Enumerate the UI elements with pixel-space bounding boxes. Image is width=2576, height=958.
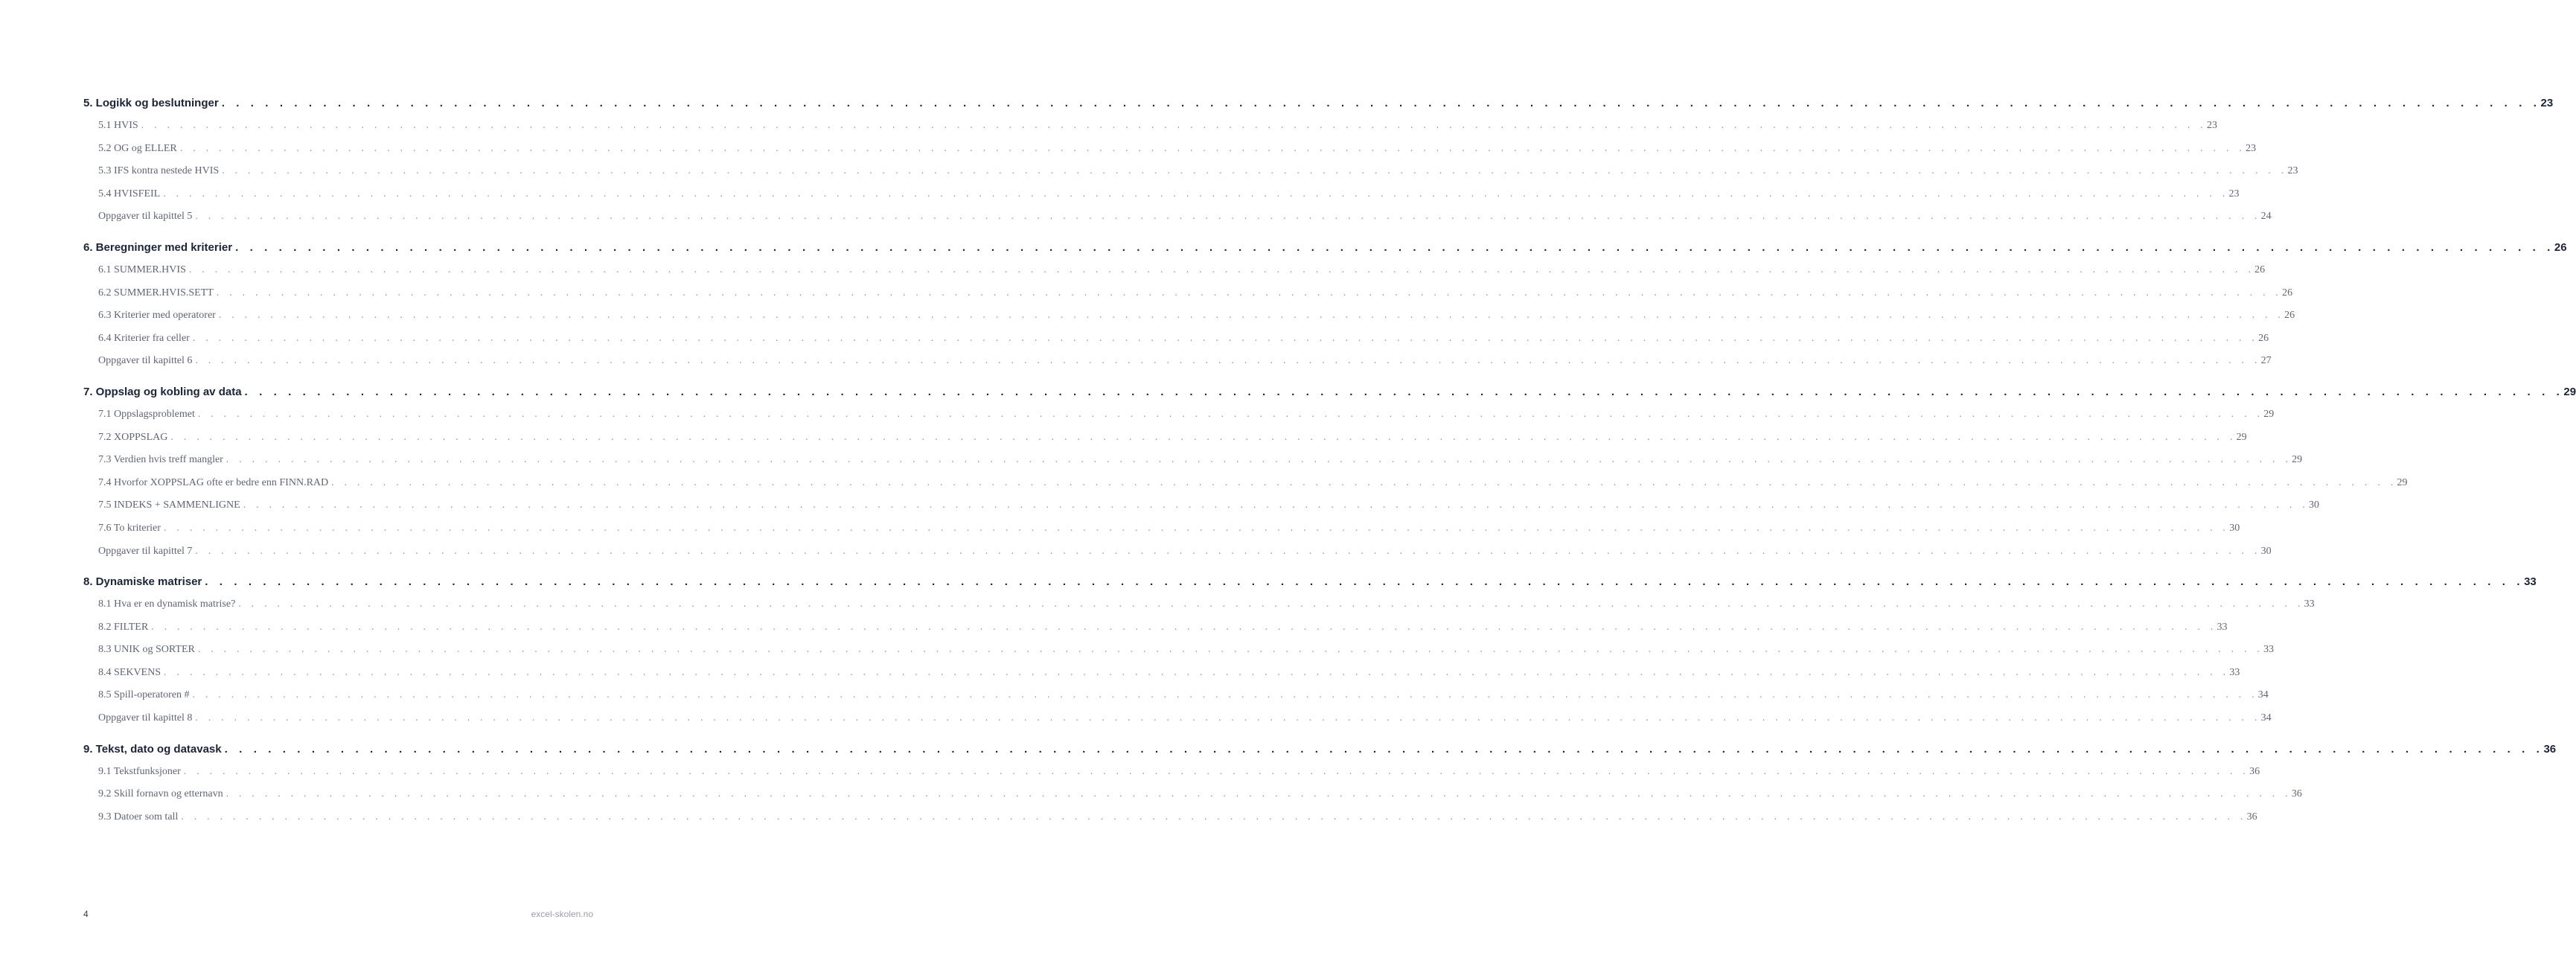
toc-chapter-entry[interactable] bbox=[83, 571, 2537, 593]
toc-section-entry-page: 27 bbox=[2260, 355, 2272, 367]
toc-section-entry-title: 9.2 Skill fornavn og etternavn bbox=[98, 788, 223, 800]
dot-leader: . . . . . . . . . . . . . . . . . . . . . . . . . . . . . . . . . . . . . . . . . . . . . . . . . . . . . . . . . . . . . . . . . . . . . . . . . . . . . . . . . . . . . . . . . . . . . . . . . . . . . . . . . . . . . . . . . . . . . . . . . . . . . . . . . . . . . . . . . . . . . . . . . . . . . . . . . . . . . . . . bbox=[195, 712, 2261, 724]
toc-section-entry-title: 7.2 XOPPSLAG bbox=[98, 431, 168, 443]
toc-section-entry-page: 34 bbox=[2260, 712, 2272, 724]
table-of-contents bbox=[83, 92, 2576, 837]
toc-section-entry[interactable] bbox=[83, 616, 2228, 639]
toc-body bbox=[83, 92, 2576, 828]
toc-chapter bbox=[83, 237, 2567, 373]
toc-section-entry[interactable] bbox=[83, 427, 2247, 450]
toc-section-entry[interactable] bbox=[83, 403, 2275, 427]
toc-chapter-entry[interactable] bbox=[83, 381, 2576, 403]
toc-section-entry[interactable] bbox=[83, 593, 2315, 616]
toc-section-entry-title: 6.3 Kriterier med operatorer bbox=[98, 310, 216, 322]
toc-chapter bbox=[83, 571, 2537, 730]
toc-section-entry-title: 7.4 Hvorfor XOPPSLAG ofte er bedre enn FINN.RAD bbox=[98, 476, 329, 488]
toc-section-entry[interactable] bbox=[83, 350, 2272, 373]
toc-section-entry-page: 29 bbox=[2397, 476, 2408, 488]
toc-chapter-entry-page: 26 bbox=[2554, 240, 2567, 254]
dot-leader: . . . . . . . . . . . . . . . . . . . . . . . . . . . . . . . . . . . . . . . . . . . . . . . . . . . . . . . . . . . . . . . . . . . . . . . . . . . . . . . . . . . . . . . . . . . . . . . . . . . . . . . . . . . . . . . . . . . . . . . . . . . . . . . . . . . . . . . . . . . . . . . . . . . . . . . . . . . . . . . . bbox=[188, 264, 2255, 275]
footer-page-number: 4 bbox=[83, 909, 89, 919]
dot-leader: . . . . . . . . . . . . . . . . . . . . . . . . . . . . . . . . . . . . . . . . . . . . . . . . . . . . . . . . . . . . . . . . . . . . . . . . . . . . . . . . . . . . . . . . . . . . . . . . . . . . . . . . . . . . . . . . . . . . . . . . . . . . . . . . . . . . . . . . . . . . . . . . . . . . . . . . . . . . . . . . bbox=[331, 476, 2397, 488]
toc-section-entry-page: 26 bbox=[2284, 310, 2295, 322]
toc-chapter bbox=[83, 738, 2557, 829]
toc-section-entry-title: 5.3 IFS kontra nestede HVIS bbox=[98, 165, 220, 177]
toc-section-entry-page: 33 bbox=[2229, 666, 2240, 678]
toc-section-entry-title: Oppgaver til kapittel 7 bbox=[98, 545, 193, 557]
toc-section-entry-title: 5.2 OG og ELLER bbox=[98, 142, 177, 154]
toc-section-entry[interactable] bbox=[83, 761, 2260, 784]
toc-section-entry-page: 29 bbox=[2292, 454, 2303, 466]
toc-section-entry-title: 5.4 HVISFEIL bbox=[98, 188, 161, 199]
toc-section-entry[interactable] bbox=[83, 517, 2240, 540]
toc-section-entry-page: 30 bbox=[2260, 545, 2272, 557]
toc-section-entry[interactable] bbox=[83, 115, 2217, 138]
toc-section-entry-title: 8.2 FILTER bbox=[98, 621, 149, 633]
toc-chapter-entry-title: 7. Oppslag og kobling av data bbox=[83, 385, 242, 398]
toc-section-entry-page: 36 bbox=[2291, 788, 2302, 800]
dot-leader: . . . . . . . . . . . . . . . . . . . . . . . . . . . . . . . . . . . . . . . . . . . . . . . . . . . . . . . . . . . . . . . . . . . . . . . . . . . . . . . . . . . . . . . . . . . . . . . . . . . . . . . . . . . . . . . . . . . . . . . . . . . . . . . . . . . . . . . . . . . . . . . . . . . . . . . . . . . . . . . . bbox=[195, 545, 2261, 557]
dot-leader: . . . . . . . . . . . . . . . . . . . . . . . . . . . . . . . . . . . . . . . . . . . . . . . . . . . . . . . . . . . . . . . . . . . . . . . . . . . . . . . . . . . . . . . . . . . . . . . . . . . . . . . . . . . . . . . . . . . . . . . . . . . . . . . . . . . . . . . . . . . . . . . . . . . . . . . . . . . . . . . . bbox=[181, 811, 2247, 823]
dot-leader: . . . . . . . . . . . . . . . . . . . . . . . . . . . . . . . . . . . . . . . . . . . . . . . . . . . . . . . . . . . . . . . . . . . . . . . . . . . . . . . . . . . . . . . . . . . . . . . . . . . . . . . . . . . . . . . . . . . . . . . . . . . . . . . . . . . . . . . . . . . . . . . . . . . . . . . . . . . . . . . . bbox=[226, 788, 2292, 800]
dot-leader: . . . . . . . . . . . . . . . . . . . . . . . . . . . . . . . . . . . . . . . . . . . . . . . . . . . . . . . . . . . . . . . . . . . . . . . . . . . . . . . . . . . . . . . . . . . . . . . . . . . . . . . . . . . . . . . . . . . . . . . . . . . . . . . . . . . . . . . . . . . . . . . . . . . . . . . . . . . . . . . . bbox=[179, 142, 2246, 154]
toc-section-entry-title: Oppgaver til kapittel 6 bbox=[98, 355, 193, 367]
toc-chapter-entry-page: 36 bbox=[2543, 742, 2557, 756]
toc-section-entry-title: 7.1 Oppslagsproblemet bbox=[98, 408, 195, 420]
toc-section-entry[interactable] bbox=[83, 138, 2257, 161]
toc-chapter-entry-page: 33 bbox=[2524, 575, 2537, 589]
toc-section-entry-title: 7.6 To kriterier bbox=[98, 522, 161, 534]
toc-section-entry-page: 33 bbox=[2263, 644, 2275, 656]
dot-leader: . . . . . . . . . . . . . . . . . . . . . . . . . . . . . . . . . . . . . . . . . . . . . . . . . . . . . . . . . . . . . . . . . . . . . . . . . . . . . . . . . . . . . . . . . . . . . . . . . . . . . . . . . . . . . . . . . . . . . . . . . . . . . . . . . . . . . . . . . . . . . . . . . . . . . . . . . . . . . . . . bbox=[226, 454, 2292, 466]
toc-section-entry-title: 8.3 UNIK og SORTER bbox=[98, 644, 195, 656]
toc-section-entry-title: 8.1 Hva er en dynamisk matrise? bbox=[98, 598, 236, 610]
toc-chapter-entry[interactable] bbox=[83, 237, 2567, 259]
toc-chapter bbox=[83, 92, 2554, 229]
dot-leader: . . . . . . . . . . . . . . . . . . . . . . . . . . . . . . . . . . . . . . . . . . . . . . . . . . . . . . . . . . . . . . . . . . . . . . . . . . . . . . . . . . . . . . . . . . . . . . . . . . . . . . . . . . . . . . . . . . . . . . . . . . . . . . . . . . . . . . . . . . . . . . . . . . . . . . . . . . . . . . . . bbox=[222, 165, 2288, 177]
toc-section-entry[interactable] bbox=[83, 639, 2275, 662]
toc-section-entry-title: 9.1 Tekstfunksjoner bbox=[98, 765, 181, 777]
toc-section-entry[interactable] bbox=[83, 494, 2319, 517]
toc-section-entry-page: 34 bbox=[2257, 689, 2269, 701]
toc-chapter-entry-page: 23 bbox=[2540, 97, 2554, 109]
toc-section-entry-page: 30 bbox=[2229, 522, 2240, 534]
toc-section-entry-title: 8.5 Spill-operatoren # bbox=[98, 689, 190, 701]
dot-leader: . . . . . . . . . . . . . . . . . . . . . . . . . . . . . . . . . . . . . . . . . . . . . . . . . . . . . . . . . . . . . . . . . . . . . . . . . . . . . . . . . . . . . . . . . . . . . . . . . . . . . . . . . . . . . . . . . . . . . . . . . . . . . . . . . . . . . . . . . . . . . . . . . . . . . . . . . . . . . . . . bbox=[141, 120, 2207, 131]
toc-section-entry-page: 26 bbox=[2258, 332, 2269, 344]
toc-section-entry[interactable] bbox=[83, 304, 2295, 328]
dot-leader: . . . . . . . . . . . . . . . . . . . . . . . . . . . . . . . . . . . . . . . . . . . . . . . . . . . . . . . . . . . . . . . . . . . . . . . . . . . . . . . . . . . . . . . . . . . . . . . . . . . . . . . . . . . . . . . . . . . . . . . . . . . . . . . . . . . . . . . . . . . . . . . . . . . . . . . . . . . . . . . . bbox=[151, 621, 2217, 633]
dot-leader: . . . . . . . . . . . . . . . . . . . . . . . . . . . . . . . . . . . . . . . . . . . . . . . . . . . . . . . . . . . . . . . . . . . . . . . . . . . . . . . . . . . . . . . . . . . . . . . . . . . . . . . . . . . . . . . . . . . . . . . . . . . . . . . . . . . . . . . . . . . . . . . . . . . . . . . . . . . . . . . . bbox=[192, 332, 2259, 344]
toc-section-entry[interactable] bbox=[83, 205, 2272, 229]
toc-section-entry-page: 23 bbox=[2287, 165, 2298, 177]
toc-section-entry-page: 24 bbox=[2260, 211, 2272, 223]
footer-site: excel-skolen.no bbox=[531, 909, 593, 919]
toc-section-entry[interactable] bbox=[83, 328, 2269, 351]
dot-leader: . . . . . . . . . . . . . . . . . . . . . . . . . . . . . . . . . . . . . . . . . . . . . . . . . . . . . . . . . . . . . . . . . . . . . . . . . . . . . . . . . . . . . . . . . . . . . . . . . . . . . . . . . . . . . . . . . . . . . . . . . . . . . . . . . . . . . . . . . . . . . . . . . . . . . . . . . . . . . . . . bbox=[195, 211, 2261, 223]
toc-section-entry[interactable] bbox=[83, 662, 2240, 685]
toc-section-entry-page: 26 bbox=[2254, 264, 2266, 275]
toc-chapter-entry[interactable] bbox=[83, 92, 2554, 115]
toc-section-entry-title: 9.3 Datoer som tall bbox=[98, 811, 179, 823]
toc-chapter-entry[interactable] bbox=[83, 738, 2557, 761]
dot-leader: . . . . . . . . . . . . . . . . . . . . . . . . . . . . . . . . . . . . . . . . . . . . . . . . . . . . . . . . . . . . . . . . . . . . . . . . . . . . . . . . . . . . . . . . . . . . . . . . . . . . . . . . . . . . . . . . . . . . . . . . . . . . . . . . . . . . . . . . . . . . . . . . . . . . . . . . . . . . . . . . bbox=[163, 188, 2229, 199]
dot-leader: . . . . . . . . . . . . . . . . . . . . . . . . . . . . . . . . . . . . . . . . . . . . . . . . . . . . . . . . . . . . . . . . . . . . . . . . . . . . . . . . . . . . . . . . . . . . . . . . . . . . . . . . . . . . . . . . . . . . . . . . . . . . . . . . . . . . . . . . . . . . . . . . . . . . . . . . . . . . . . . . bbox=[197, 408, 2264, 420]
toc-section-entry-page: 29 bbox=[2263, 408, 2275, 420]
toc-chapter bbox=[83, 381, 2576, 563]
toc-section-entry-page: 29 bbox=[2236, 431, 2247, 443]
toc-section-entry[interactable] bbox=[83, 540, 2272, 563]
toc-section-entry[interactable] bbox=[83, 707, 2272, 730]
toc-section-entry-page: 26 bbox=[2282, 287, 2293, 298]
toc-section-entry-title: 7.5 INDEKS + SAMMENLIGNE bbox=[98, 499, 240, 511]
toc-section-entry[interactable] bbox=[83, 684, 2269, 707]
dot-leader: . . . . . . . . . . . . . . . . . . . . . . . . . . . . . . . . . . . . . . . . . . . . . . . . . . . . . . . . . . . . . . . . . . . . . . . . . . . . . . . . . . . . . . . . . . . . . . . . . . . . . . . . . . . . . . . . . . . . . . . . . . . . . . . . . . . . . . . . . . . . . . . . . . . . . . . . . . . . . . . . bbox=[221, 97, 2541, 109]
dot-leader: . . . . . . . . . . . . . . . . . . . . . . . . . . . . . . . . . . . . . . . . . . . . . . . . . . . . . . . . . . . . . . . . . . . . . . . . . . . . . . . . . . . . . . . . . . . . . . . . . . . . . . . . . . . . . . . . . . . . . . . . . . . . . . . . . . . . . . . . . . . . . . . . . . . . . . . . . . . . . . . . bbox=[197, 644, 2264, 656]
toc-section-entry-title: 5.1 HVIS bbox=[98, 120, 138, 131]
toc-section-entry[interactable] bbox=[83, 160, 2298, 183]
toc-section-entry-title: Oppgaver til kapittel 8 bbox=[98, 712, 193, 724]
toc-section-entry-page: 23 bbox=[2246, 142, 2257, 154]
dot-leader: . . . . . . . . . . . . . . . . . . . . . . . . . . . . . . . . . . . . . . . . . . . . . . . . . . . . . . . . . . . . . . . . . . . . . . . . . . . . . . . . . . . . . . . . . . . . . . . . . . . . . . . . . . . . . . . . . . . . . . . . . . . . . . . . . . . . . . . . . . . . . . . . . . . . . . . . . . . . . . . . bbox=[218, 310, 2285, 322]
toc-section-entry-title: 8.4 SEKVENS bbox=[98, 666, 162, 678]
dot-leader: . . . . . . . . . . . . . . . . . . . . . . . . . . . . . . . . . . . . . . . . . . . . . . . . . . . . . . . . . . . . . . . . . . . . . . . . . . . . . . . . . . . . . . . . . . . . . . . . . . . . . . . . . . . . . . . . . . . . . . . . . . . . . . . . . . . . . . . . . . . . . . . . . . . . . . . . . . . . . . . . bbox=[235, 240, 2554, 254]
dot-leader: . . . . . . . . . . . . . . . . . . . . . . . . . . . . . . . . . . . . . . . . . . . . . . . . . . . . . . . . . . . . . . . . . . . . . . . . . . . . . . . . . . . . . . . . . . . . . . . . . . . . . . . . . . . . . . . . . . . . . . . . . . . . . . . . . . . . . . . . . . . . . . . . . . . . . . . . . . . . . . . . bbox=[183, 765, 2250, 777]
toc-section-entry[interactable] bbox=[83, 806, 2257, 829]
toc-chapter-entry-title: 6. Beregninger med kriterier bbox=[83, 240, 233, 254]
toc-section-entry-page: 30 bbox=[2308, 499, 2319, 511]
toc-section-entry[interactable] bbox=[83, 783, 2302, 806]
dot-leader: . . . . . . . . . . . . . . . . . . . . . . . . . . . . . . . . . . . . . . . . . . . . . . . . . . . . . . . . . . . . . . . . . . . . . . . . . . . . . . . . . . . . . . . . . . . . . . . . . . . . . . . . . . . . . . . . . . . . . . . . . . . . . . . . . . . . . . . . . . . . . . . . . . . . . . . . . . . . . . . . bbox=[238, 598, 2304, 610]
toc-chapter-entry-page: 29 bbox=[2563, 385, 2576, 398]
dot-leader: . . . . . . . . . . . . . . . . . . . . . . . . . . . . . . . . . . . . . . . . . . . . . . . . . . . . . . . . . . . . . . . . . . . . . . . . . . . . . . . . . . . . . . . . . . . . . . . . . . . . . . . . . . . . . . . . . . . . . . . . . . . . . . . . . . . . . . . . . . . . . . . . . . . . . . . . . . . . . . . . bbox=[195, 355, 2261, 367]
toc-section-entry[interactable] bbox=[83, 472, 2408, 495]
toc-section-entry[interactable] bbox=[83, 282, 2293, 305]
toc-section-entry-title: 7.3 Verdien hvis treff mangler bbox=[98, 454, 223, 466]
toc-section-entry-page: 36 bbox=[2246, 811, 2257, 823]
toc-section-entry-title: 6.2 SUMMER.HVIS.SETT bbox=[98, 287, 214, 298]
dot-leader: . . . . . . . . . . . . . . . . . . . . . . . . . . . . . . . . . . . . . . . . . . . . . . . . . . . . . . . . . . . . . . . . . . . . . . . . . . . . . . . . . . . . . . . . . . . . . . . . . . . . . . . . . . . . . . . . . . . . . . . . . . . . . . . . . . . . . . . . . . . . . . . . . . . . . . . . . . . . . . . . bbox=[163, 522, 2230, 534]
toc-section-entry-page: 33 bbox=[2217, 621, 2228, 633]
dot-leader: . . . . . . . . . . . . . . . . . . . . . . . . . . . . . . . . . . . . . . . . . . . . . . . . . . . . . . . . . . . . . . . . . . . . . . . . . . . . . . . . . . . . . . . . . . . . . . . . . . . . . . . . . . . . . . . . . . . . . . . . . . . . . . . . . . . . . . . . . . . . . . . . . . . . . . . . . . . . . . . . bbox=[170, 431, 2237, 443]
toc-section-entry-page: 23 bbox=[2206, 120, 2217, 131]
dot-leader: . . . . . . . . . . . . . . . . . . . . . . . . . . . . . . . . . . . . . . . . . . . . . . . . . . . . . . . . . . . . . . . . . . . . . . . . . . . . . . . . . . . . . . . . . . . . . . . . . . . . . . . . . . . . . . . . . . . . . . . . . . . . . . . . . . . . . . . . . . . . . . . . . . . . . . . . . . . . . . . . bbox=[216, 287, 2283, 298]
toc-section-entry-page: 36 bbox=[2249, 765, 2260, 777]
toc-section-entry-page: 33 bbox=[2304, 598, 2315, 610]
toc-chapter-entry-title: 9. Tekst, dato og datavask bbox=[83, 742, 222, 756]
toc-section-entry-title: 6.4 Kriterier fra celler bbox=[98, 332, 190, 344]
toc-section-entry-page: 23 bbox=[2228, 188, 2240, 199]
dot-leader: . . . . . . . . . . . . . . . . . . . . . . . . . . . . . . . . . . . . . . . . . . . . . . . . . . . . . . . . . . . . . . . . . . . . . . . . . . . . . . . . . . . . . . . . . . . . . . . . . . . . . . . . . . . . . . . . . . . . . . . . . . . . . . . . . . . . . . . . . . . . . . . . . . . . . . . . . . . . . . . . bbox=[244, 385, 2564, 398]
dot-leader: . . . . . . . . . . . . . . . . . . . . . . . . . . . . . . . . . . . . . . . . . . . . . . . . . . . . . . . . . . . . . . . . . . . . . . . . . . . . . . . . . . . . . . . . . . . . . . . . . . . . . . . . . . . . . . . . . . . . . . . . . . . . . . . . . . . . . . . . . . . . . . . . . . . . . . . . . . . . . . . . bbox=[205, 575, 2525, 589]
toc-chapter-entry-title: 8. Dynamiske matriser bbox=[83, 575, 202, 589]
dot-leader: . . . . . . . . . . . . . . . . . . . . . . . . . . . . . . . . . . . . . . . . . . . . . . . . . . . . . . . . . . . . . . . . . . . . . . . . . . . . . . . . . . . . . . . . . . . . . . . . . . . . . . . . . . . . . . . . . . . . . . . . . . . . . . . . . . . . . . . . . . . . . . . . . . . . . . . . . . . . . . . . bbox=[243, 499, 2309, 511]
toc-section-entry[interactable] bbox=[83, 449, 2303, 472]
dot-leader: . . . . . . . . . . . . . . . . . . . . . . . . . . . . . . . . . . . . . . . . . . . . . . . . . . . . . . . . . . . . . . . . . . . . . . . . . . . . . . . . . . . . . . . . . . . . . . . . . . . . . . . . . . . . . . . . . . . . . . . . . . . . . . . . . . . . . . . . . . . . . . . . . . . . . . . . . . . . . . . . bbox=[192, 689, 2258, 701]
toc-section-entry-title: 6.1 SUMMER.HVIS bbox=[98, 264, 186, 275]
dot-leader: . . . . . . . . . . . . . . . . . . . . . . . . . . . . . . . . . . . . . . . . . . . . . . . . . . . . . . . . . . . . . . . . . . . . . . . . . . . . . . . . . . . . . . . . . . . . . . . . . . . . . . . . . . . . . . . . . . . . . . . . . . . . . . . . . . . . . . . . . . . . . . . . . . . . . . . . . . . . . . . . bbox=[224, 742, 2544, 756]
toc-section-entry-title: Oppgaver til kapittel 5 bbox=[98, 211, 193, 223]
toc-chapter-entry-title: 5. Logikk og beslutninger bbox=[83, 97, 219, 109]
toc-section-entry[interactable] bbox=[83, 183, 2240, 206]
toc-section-entry[interactable] bbox=[83, 259, 2266, 282]
dot-leader: . . . . . . . . . . . . . . . . . . . . . . . . . . . . . . . . . . . . . . . . . . . . . . . . . . . . . . . . . . . . . . . . . . . . . . . . . . . . . . . . . . . . . . . . . . . . . . . . . . . . . . . . . . . . . . . . . . . . . . . . . . . . . . . . . . . . . . . . . . . . . . . . . . . . . . . . . . . . . . . . bbox=[164, 666, 2230, 678]
